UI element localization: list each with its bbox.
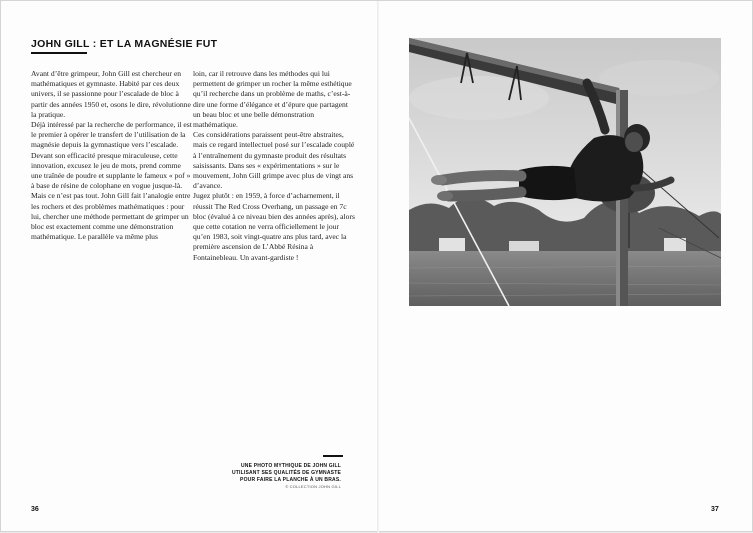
paragraph: Avant d’être grimpeur, John Gill est chercheur en mathématiques et gymnaste. Habité par ces deux univers, il se passionne pour l’escalade de bloc à partir des années 1950 et, osons le dire, révolutionne la pratique. [31, 69, 191, 119]
caption-line: UTILISANT SES QUALITÉS DE GYMNASTE [231, 470, 341, 476]
photo-caption [232, 463, 341, 484]
caption-line: POUR FAIRE LA PLANCHE À UN BRAS. [240, 477, 341, 483]
caption-line: UNE PHOTO MYTHIQUE DE JOHN GILL [240, 463, 341, 469]
caption-rule [323, 455, 343, 457]
text-column-2 [193, 69, 355, 263]
article-title: JOHN GILL : ET LA MAGNÉSIE FUT [31, 38, 218, 50]
page-number-left: 36 [31, 506, 39, 513]
paragraph: loin, car il retrouve dans les méthodes qui lui permettent de grimper un rocher la même esthétique qu’il recherche dans un problème de maths, c’est-à-dire une forme d’élégance et d’épure que partagent un beau bloc et une belle démonstration mathématique. [193, 69, 352, 130]
text-column-1 [31, 69, 193, 242]
title-underline [31, 52, 87, 54]
paragraph: Ces considérations paraissent peut-être abstraites, mais ce regard intellectuel posé sur l’escalade couplé à l’entraînement du gymnaste produit des résultats saisissants. Dans ses « expérimentations » sur le mouvement, John Gill grimpe avec plus de vingt ans d’avance. [193, 130, 355, 191]
photo-credit: © COLLECTION JOHN GILL [285, 484, 341, 489]
paragraph: Jugez plutôt : en 1959, à force d’acharnement, il réussit The Red Cross Overhang, un passage en 7c bloc (évalué à ce niveau bien des années après), alors que cette cotation ne verra officiellement le jour qu’en 1983, soit vingt-quatre ans plus tard, avec la première ascension de L’Abbé Résina à Fontainebleau. Un avant-gardiste ! [193, 191, 355, 262]
page-fold [377, 1, 379, 533]
climber-photo [409, 38, 721, 306]
paragraph: Déjà intéressé par la recherche de performance, il est le premier à opérer le transfert de l’utilisation de la magnésie depuis la gymnastique vers l’escalade. Devant son efficacité presque miraculeuse, cette innovation, excusez le jeu de mots, prend comme une traînée de poudre et supplante le fameux « pof » à base de résine de colophane en vogue jusque-là. Mais ce n’est pas tout. John Gill fait l’analogie entre les rochers et des problèmes mathématiques : pour lui, chercher une méthode permettant de grimper un bloc est exactement comme une démonstration mathématique. Le parallèle va même plus [31, 120, 192, 242]
page-number-right: 37 [711, 506, 719, 513]
